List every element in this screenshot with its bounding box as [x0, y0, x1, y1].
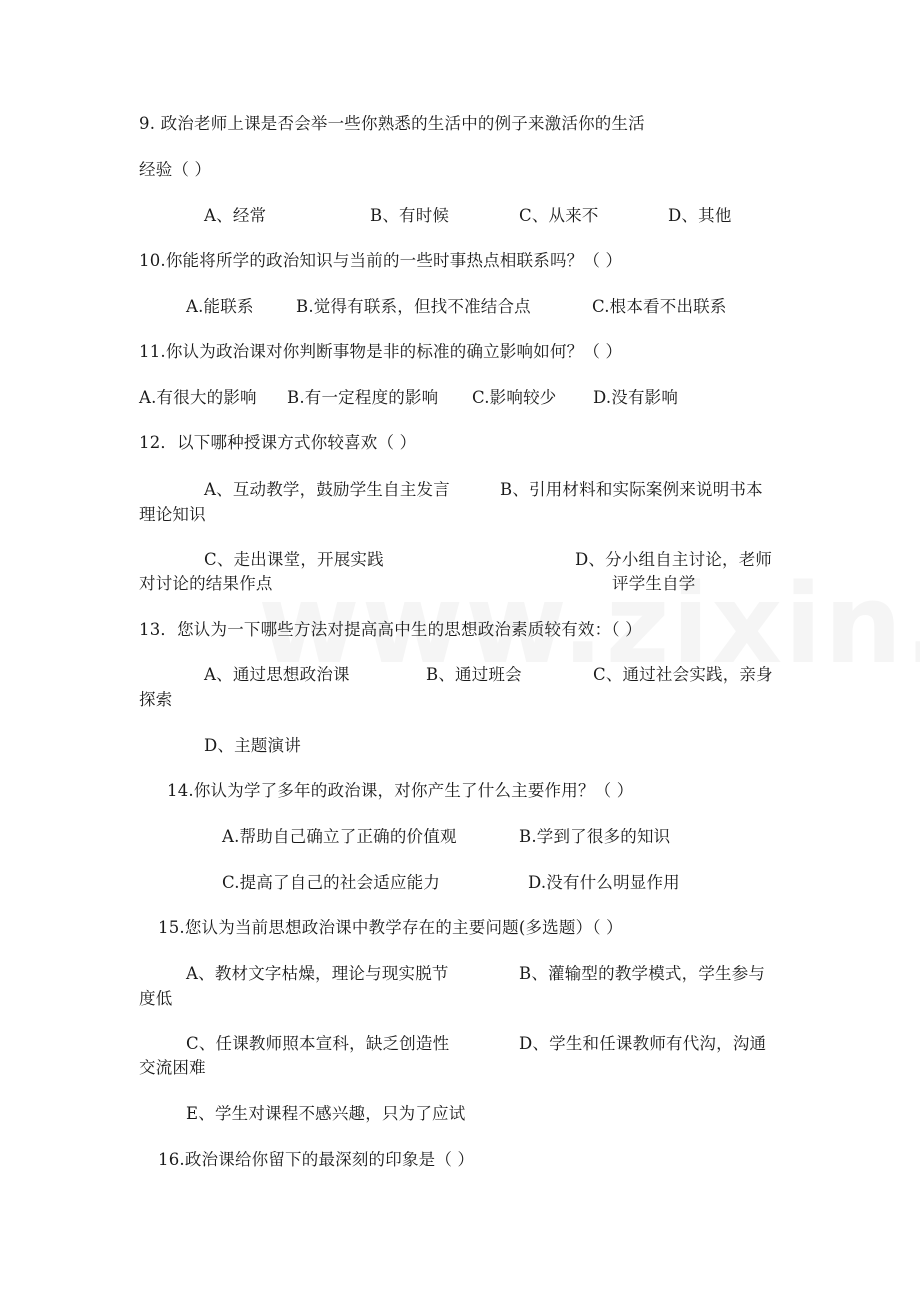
question-15-text: 15.您认为当前思想政治课中教学存在的主要问题(多选题）（ ）	[158, 918, 623, 937]
q10-option-a: A.能联系	[186, 297, 254, 316]
q11-option-a: A.有很大的影响	[139, 388, 257, 407]
q13-option-d: D、主题演讲	[204, 736, 301, 755]
question-10-text: 10.你能将所学的政治知识与当前的一些时事热点相联系吗？（ ）	[139, 251, 623, 270]
q10-option-b: B.觉得有联系，但找不准结合点	[296, 297, 531, 316]
q9-option-a: A、经常	[204, 206, 267, 225]
q15-option-c: C、任课教师照本宣科，缺乏创造性	[186, 1034, 450, 1053]
q15-option-d-cont: 交流困难	[139, 1058, 206, 1077]
q12-option-c: C、走出课堂，开展实践	[204, 550, 384, 569]
q14-option-d: D.没有什么明显作用	[528, 873, 680, 892]
q13-option-b: B、通过班会	[426, 665, 522, 684]
q12-option-d-cont: 对讨论的结果作点	[139, 574, 273, 593]
q14-option-a: A.帮助自己确立了正确的价值观	[222, 827, 457, 846]
q11-option-c: C.影响较少	[472, 388, 557, 407]
q15-option-b: B、灌输型的教学模式，学生参与	[519, 964, 766, 983]
question-9-text-cont: 经验（ ）	[139, 160, 212, 179]
q13-option-a: A、通过思想政治课	[204, 665, 350, 684]
q13-option-c: C、通过社会实践，亲身	[593, 665, 773, 684]
q12-option-b: B、引用材料和实际案例来说明书本	[500, 480, 763, 499]
q15-option-d: D、学生和任课教师有代沟，沟通	[519, 1034, 767, 1053]
q11-option-d: D.没有影响	[593, 388, 679, 407]
question-16-text: 16.政治课给你留下的最深刻的印象是（ ）	[158, 1150, 475, 1169]
q12-option-d: D、分小组自主讨论，老师	[575, 550, 773, 569]
q15-option-a: A、教材文字枯燥，理论与现实脱节	[186, 964, 449, 983]
question-14-text: 14.你认为学了多年的政治课，对你产生了什么主要作用？（ ）	[167, 781, 634, 800]
q14-option-c: C.提高了自己的社会适应能力	[222, 873, 441, 892]
q9-option-b: B、有时候	[370, 206, 450, 225]
question-11-text: 11.你认为政治课对你判断事物是非的标准的确立影响如何？（ ）	[139, 342, 623, 361]
question-13-text: 13．您认为一下哪些方法对提高高中生的思想政治素质较有效：（ ）	[139, 620, 642, 639]
q14-option-b: B.学到了很多的知识	[519, 827, 671, 846]
q9-option-c: C、从来不	[519, 206, 599, 225]
q9-option-d: D、其他	[668, 206, 732, 225]
q10-option-c: C.根本看不出联系	[592, 297, 727, 316]
q15-option-b-cont: 度低	[139, 989, 173, 1008]
q12-option-d-cont2: 评学生自学	[612, 574, 696, 593]
q13-option-c-cont: 探索	[139, 690, 173, 709]
question-12-text: 12．以下哪种授课方式你较喜欢（ ）	[139, 433, 417, 452]
question-9-text: 9. 政治老师上课是否会举一些你熟悉的生活中的例子来激活你的生活	[139, 114, 645, 133]
q12-option-b-cont: 理论知识	[139, 505, 206, 524]
q15-option-e: E、学生对课程不感兴趣，只为了应试	[186, 1104, 466, 1123]
q12-option-a: A、互动教学，鼓励学生自主发言	[204, 480, 450, 499]
q11-option-b: B.有一定程度的影响	[287, 388, 439, 407]
